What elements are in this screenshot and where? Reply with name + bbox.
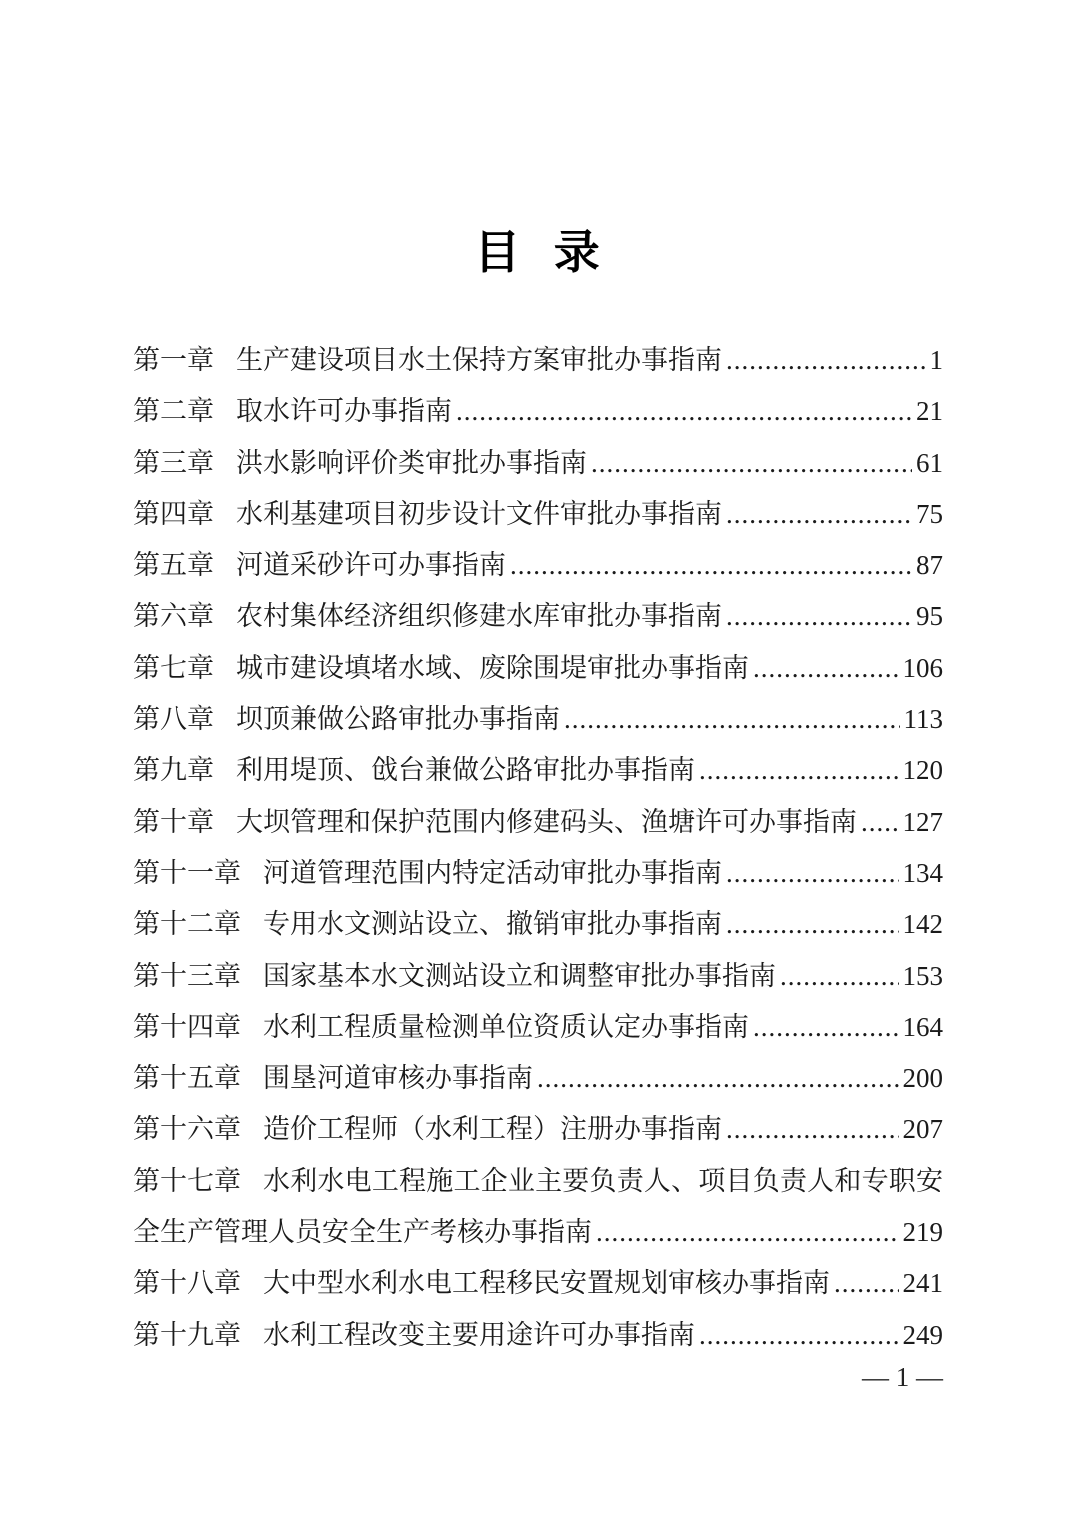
dot-leader [726,1104,899,1155]
toc-entry [133,951,943,1002]
toc-entry-page: 95 [916,601,943,632]
toc-entry-title: 造价工程师（水利工程）注册办事指南 [263,1114,722,1145]
toc-entry [133,848,943,899]
toc-entry [133,694,943,745]
toc-entry [133,643,943,694]
toc-entry [133,1207,943,1258]
toc-list [133,335,943,1361]
toc-entry-title: 利用堤顶、戗台兼做公路审批办事指南 [236,755,695,786]
toc-entry-page: 61 [916,447,943,478]
toc-entry [133,1053,943,1104]
toc-entry-chapter: 第九章 [133,755,214,786]
dot-leader [456,386,912,437]
toc-entry-chapter: 第十一章 [133,857,241,888]
toc-entry [133,797,943,848]
toc-entry [133,335,943,386]
toc-entry-title: 大坝管理和保护范围内修建码头、渔塘许可办事指南 [236,806,857,837]
toc-entry [133,540,943,591]
dot-leader [564,694,900,745]
toc-entry-title: 全生产管理人员安全生产考核办事指南 [133,1217,592,1248]
dot-leader [699,1310,899,1361]
toc-entry-title: 农村集体经济组织修建水库审批办事指南 [236,601,722,632]
toc-entry-title: 河道采砂许可办事指南 [236,550,506,581]
toc-entry-chapter: 第十章 [133,806,214,837]
toc-entry-chapter: 第三章 [133,447,214,478]
page-number: — 1 — [862,1362,943,1392]
toc-entry-chapter: 第十八章 [133,1268,241,1299]
toc-entry-title: 坝顶兼做公路审批办事指南 [236,704,560,735]
dot-leader [537,1053,899,1104]
toc-entry-chapter: 第十九章 [133,1319,241,1350]
toc-entry-page: 153 [902,960,943,991]
toc-entry-title: 城市建设填堵水域、废除围堤审批办事指南 [236,652,749,683]
toc-entry-title: 水利工程改变主要用途许可办事指南 [263,1319,695,1350]
toc-entry-title: 围垦河道审核办事指南 [263,1063,533,1094]
dot-leader [834,1258,899,1309]
toc-entry-chapter: 第八章 [133,704,214,735]
toc-entry [133,489,943,540]
dot-leader [753,1002,899,1053]
toc-entry-chapter: 第六章 [133,601,214,632]
dot-leader [726,899,899,950]
toc-entry-page: 219 [902,1217,943,1248]
toc-entry-page: 87 [916,550,943,581]
dot-leader [726,335,926,386]
toc-entry-chapter: 第十七章 [133,1165,241,1196]
toc-entry-chapter: 第十二章 [133,909,241,940]
page-footer [862,1362,943,1393]
dot-leader [726,848,899,899]
toc-entry [133,899,943,950]
toc-entry-chapter: 第十三章 [133,960,241,991]
toc-entry-chapter: 第七章 [133,652,214,683]
dot-leader [591,438,912,489]
toc-entry-page: 21 [916,396,943,427]
toc-entry-title: 水利工程质量检测单位资质认定办事指南 [263,1011,749,1042]
dot-leader [510,540,912,591]
toc-entry-page: 134 [902,857,943,888]
toc-entry-title: 河道管理范围内特定活动审批办事指南 [263,857,722,888]
toc-entry [133,1310,943,1361]
dot-leader [861,797,899,848]
toc-entry-page: 113 [903,704,943,735]
toc-entry-page: 75 [916,498,943,529]
toc-entry-title: 国家基本水文测站设立和调整审批办事指南 [263,960,776,991]
dot-leader [753,643,899,694]
toc-entry-page: 241 [902,1268,943,1299]
toc-entry [133,745,943,796]
toc-entry-title: 生产建设项目水土保持方案审批办事指南 [236,345,722,375]
toc-entry-chapter: 第十四章 [133,1011,241,1042]
toc-entry-title: 洪水影响评价类审批办事指南 [236,447,587,478]
toc-entry-title: 水利基建项目初步设计文件审批办事指南 [236,498,722,529]
toc-entry [133,1156,943,1207]
toc-entry-title: 水利水电工程施工企业主要负责人、项目负责人和专职安 [263,1165,943,1196]
dot-leader [596,1207,899,1258]
toc-entry [133,1002,943,1053]
page-title: 目 录 [474,227,600,278]
toc-entry [133,386,943,437]
toc-entry-page: 1 [929,345,943,375]
toc-entry-title: 取水许可办事指南 [236,396,452,427]
toc-entry-page: 142 [902,909,943,940]
toc-entry-chapter: 第一章 [133,345,214,375]
dot-leader [780,951,899,1002]
toc-entry [133,591,943,642]
toc-entry-page: 127 [902,806,943,837]
toc-entry [133,438,943,489]
toc-entry-chapter: 第四章 [133,498,214,529]
toc-entry [133,1258,943,1309]
toc-entry-page: 200 [902,1063,943,1094]
toc-entry-chapter: 第二章 [133,396,214,427]
dot-leader [699,745,899,796]
toc-entry-chapter: 第十六章 [133,1114,241,1145]
toc-entry-page: 249 [902,1319,943,1350]
toc-entry-page: 207 [902,1114,943,1145]
toc-entry-chapter: 第五章 [133,550,214,581]
dot-leader [726,591,912,642]
dot-leader [726,489,912,540]
toc-entry-title: 大中型水利水电工程移民安置规划审核办事指南 [263,1268,830,1299]
toc-entry-page: 106 [902,652,943,683]
toc-entry-page: 120 [902,755,943,786]
toc-entry [133,1104,943,1155]
toc-entry-page: 164 [902,1011,943,1042]
toc-entry-chapter: 第十五章 [133,1063,241,1094]
toc-entry-title: 专用水文测站设立、撤销审批办事指南 [263,909,722,940]
